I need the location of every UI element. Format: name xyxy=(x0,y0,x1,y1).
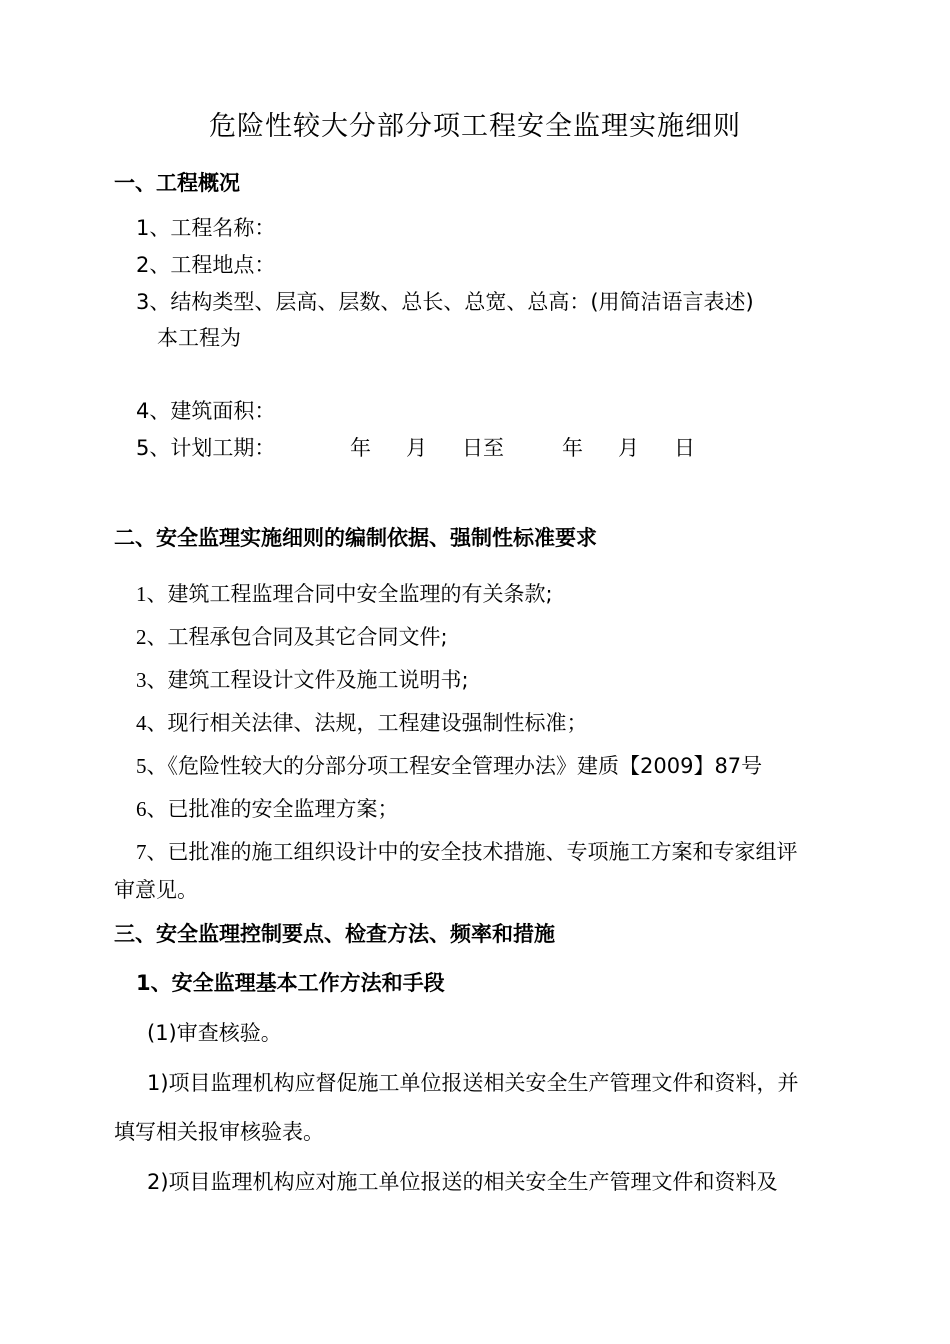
start-month-unit: 月 xyxy=(406,436,427,460)
basis-item-4 xyxy=(136,709,588,737)
building-area-label: 4、建筑面积： xyxy=(136,399,276,423)
basis-item-text: 、建筑工程设计文件及施工说明书; xyxy=(146,668,469,692)
structure-description: 本工程为 xyxy=(157,326,241,350)
section-3-heading: 三、安全监理控制要点、检查方法、频率和措施 xyxy=(114,922,555,946)
subsection-1-heading: 1、安全监理基本工作方法和手段 xyxy=(136,971,445,995)
basis-item-number: 5 xyxy=(136,754,147,778)
basis-item-7-continued: 审意见。 xyxy=(114,878,198,902)
basis-item-1 xyxy=(136,580,553,608)
paragraph-item-2: 2)项目监理机构应对施工单位报送的相关安全生产管理文件和资料及 xyxy=(147,1170,778,1194)
basis-item-number: 7 xyxy=(136,840,147,864)
paragraph-item-1-continued: 填写相关报审核验表。 xyxy=(114,1120,324,1144)
basis-item-number: 6 xyxy=(136,797,147,821)
project-location-label: 2、工程地点： xyxy=(136,253,276,277)
end-year-unit: 年 xyxy=(562,436,583,460)
basis-item-5 xyxy=(136,752,762,780)
basis-item-number: 3 xyxy=(136,668,147,692)
basis-item-text: 、已批准的安全监理方案； xyxy=(146,797,399,821)
section-1-heading: 一、工程概况 xyxy=(114,171,240,195)
basis-item-2 xyxy=(136,623,448,651)
start-year-unit: 年 xyxy=(350,436,371,460)
project-name-label: 1、工程名称： xyxy=(136,216,276,240)
paragraph-item-1: 1)项目监理机构应督促施工单位报送相关安全生产管理文件和资料，并 xyxy=(147,1071,799,1095)
basis-item-number: 1 xyxy=(136,582,147,606)
section-2-heading: 二、安全监理实施细则的编制依据、强制性标准要求 xyxy=(114,526,597,550)
basis-item-text: 、《危险性较大的分部分项工程安全管理办法》建质【2009】87号 xyxy=(146,754,763,778)
planned-period-label: 5、计划工期： xyxy=(136,436,276,460)
end-day-unit: 日 xyxy=(674,436,695,460)
basis-item-number: 2 xyxy=(136,625,147,649)
basis-item-6 xyxy=(136,795,399,823)
basis-item-text: 、工程承包合同及其它合同文件; xyxy=(146,625,448,649)
basis-item-text: 、已批准的施工组织设计中的安全技术措施、专项施工方案和专家组评 xyxy=(146,840,798,864)
basis-item-7 xyxy=(136,838,798,866)
end-month-unit: 月 xyxy=(618,436,639,460)
structure-type-label: 3、结构类型、层高、层数、总长、总宽、总高：(用简洁语言表述) xyxy=(136,290,754,314)
start-day-unit: 日至 xyxy=(462,436,504,460)
basis-item-number: 4 xyxy=(136,711,147,735)
basis-item-text: 、建筑工程监理合同中安全监理的有关条款; xyxy=(146,582,553,606)
paragraph-review-verify: (1)审查核验。 xyxy=(147,1021,282,1045)
basis-item-3 xyxy=(136,666,469,694)
document-title: 危险性较大分部分项工程安全监理实施细则 xyxy=(209,111,741,142)
basis-item-text: 、现行相关法律、法规，工程建设强制性标准； xyxy=(146,711,588,735)
